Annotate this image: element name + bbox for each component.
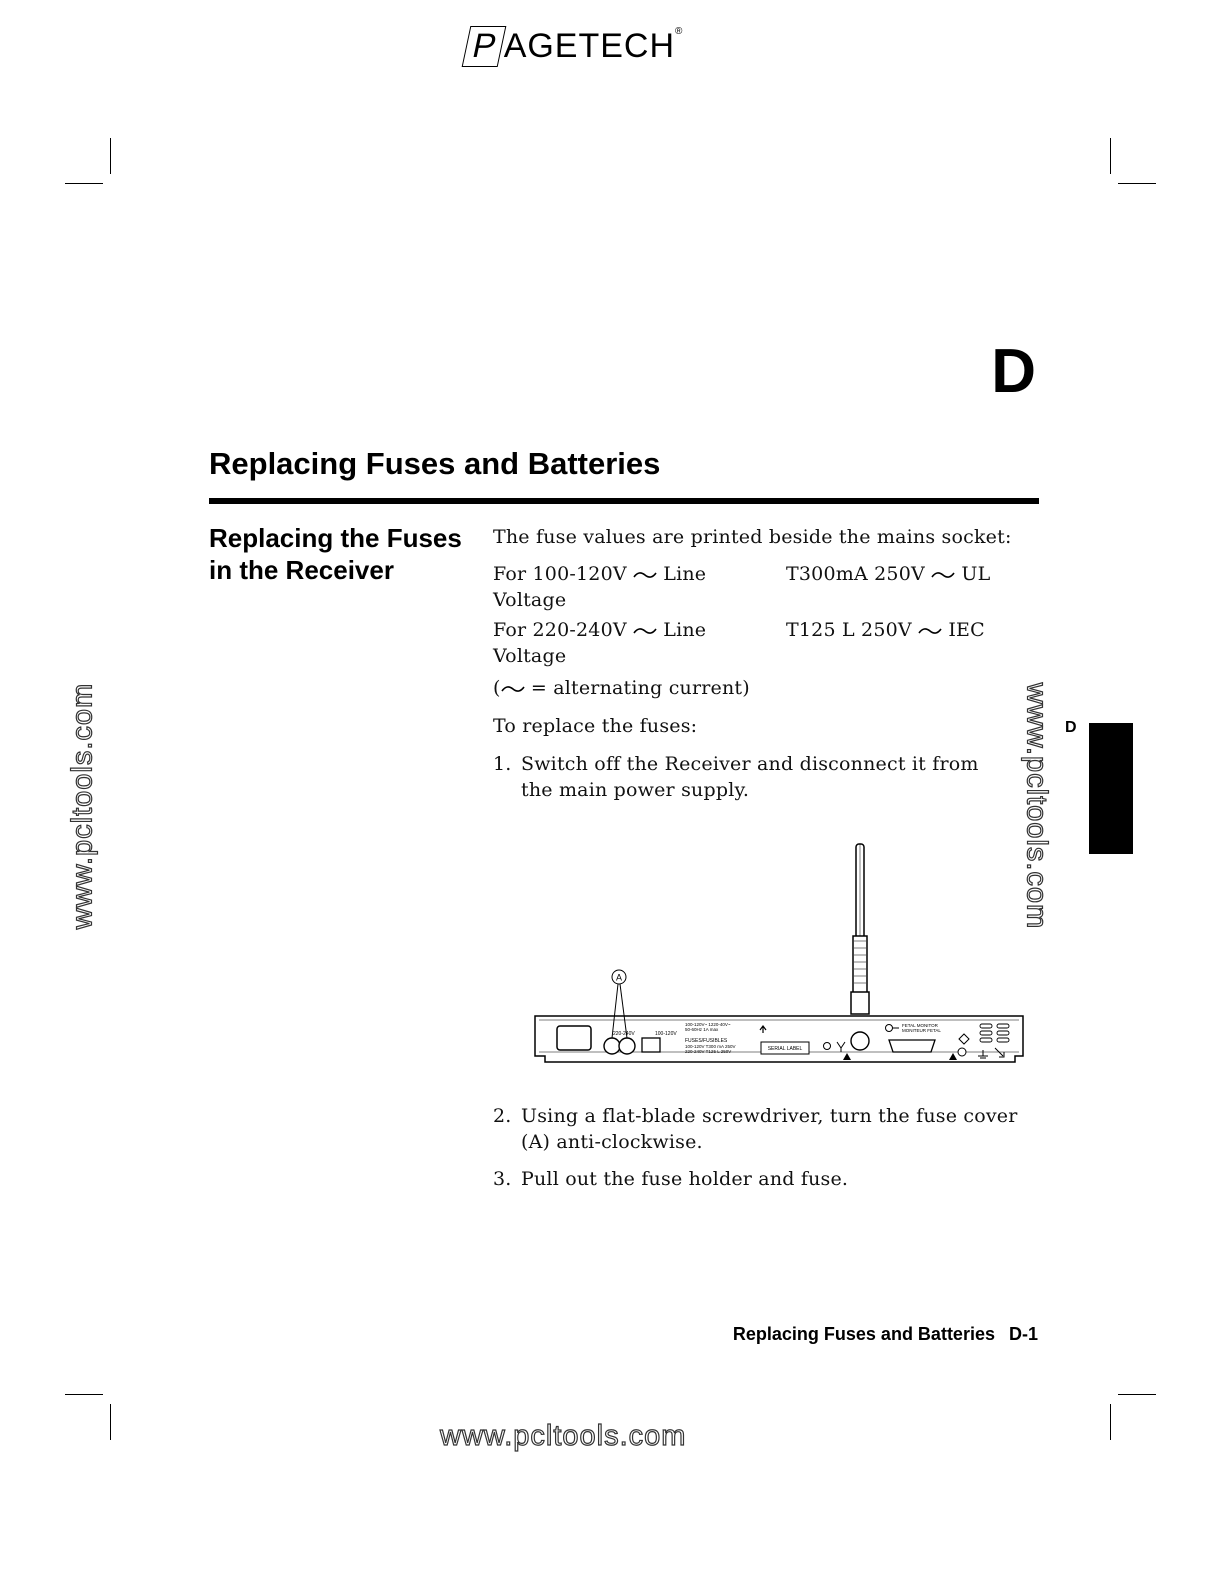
fuse-row-1-rating	[786, 561, 990, 587]
fuse-row-2-rating	[786, 617, 985, 643]
svg-text:A: A	[615, 972, 623, 983]
figure-label-serial: SERIAL LABEL	[767, 1046, 803, 1052]
logo-registered-mark: ®	[675, 26, 684, 37]
intro-paragraph: The fuse values are printed beside the mains socket:	[493, 526, 1012, 548]
fuse-row-1-voltage	[493, 561, 753, 613]
section-heading: Replacing the Fuses in the Receiver	[209, 523, 462, 585]
chapter-title: Replacing Fuses and Batteries	[209, 446, 661, 481]
logo-wordmark: AGETECH	[503, 27, 676, 65]
fuse-row-1-voltage-suffix: Line	[663, 563, 707, 585]
figure-label-voltage-high: 220-240V	[613, 1031, 635, 1037]
figure-label-fuses-title: FUSES/FUSIBLES	[685, 1038, 728, 1044]
fuse-holder-icon	[604, 1038, 620, 1054]
receiver-rear-panel-figure	[525, 836, 1035, 1072]
step-2-text: Using a flat-blade screwdriver, turn the fuse cover (A) anti-clockwise.	[521, 1105, 1018, 1153]
logo-initial: P	[462, 26, 506, 67]
title-rule	[209, 498, 1039, 504]
alternating-current-icon	[633, 570, 657, 580]
fuse-row-2-voltage-prefix: For 220-240V	[493, 619, 627, 641]
voltage-selector-icon	[642, 1038, 660, 1052]
pagetech-logo	[466, 26, 683, 67]
figure-label-monitor-1: FETAL MONITOR	[902, 1023, 938, 1028]
alternating-current-icon	[918, 626, 942, 636]
step-1-text: Switch off the Receiver and disconnect it from the main power supply.	[521, 753, 979, 801]
step-3-text: Pull out the fuse holder and fuse.	[521, 1168, 849, 1190]
crop-mark-top-right-vertical	[1110, 138, 1111, 174]
connector-icon	[824, 1043, 831, 1050]
step-2	[493, 1103, 1038, 1155]
antenna-icon	[851, 844, 869, 1014]
figure-label-rating-2: 50-60Hz 1A max	[685, 1027, 719, 1032]
thumb-tab-bar	[1089, 723, 1133, 854]
watermark-left: www.pcltools.com	[66, 682, 99, 930]
antenna-socket-icon	[851, 1032, 869, 1050]
step-1	[493, 751, 1013, 803]
fuse-row-1-rating-suffix: UL	[961, 563, 991, 585]
crop-mark-top-left-vertical	[110, 138, 111, 174]
fuse-holder-icon	[619, 1038, 635, 1054]
page-footer	[733, 1324, 1038, 1345]
step-2-number: 2.	[493, 1105, 512, 1127]
alternating-current-icon	[501, 684, 525, 694]
chapter-letter: D	[991, 337, 1036, 406]
watermark-right: www.pcltools.com	[1020, 682, 1053, 930]
power-socket-icon	[557, 1026, 591, 1050]
alternating-current-icon	[633, 626, 657, 636]
page-number: D-1	[1008, 1324, 1038, 1344]
ac-legend-text: = alternating current)	[524, 677, 750, 699]
crop-mark-top-right-horizontal	[1118, 183, 1156, 184]
indicator-icon	[958, 1048, 966, 1056]
figure-label-fuse-1: 100-120V T300 mA 250V	[685, 1044, 736, 1049]
fuse-row-1-rating-prefix: T300mA 250V	[786, 563, 925, 585]
fuse-row-2-rating-prefix: T125 L 250V	[786, 619, 912, 641]
figure-label-monitor-2: MONITEUR FETAL	[902, 1028, 941, 1033]
crop-mark-bottom-right-vertical	[1110, 1404, 1111, 1440]
fuse-row-2-voltage-suffix: Line	[663, 619, 707, 641]
fuse-row-2-voltage	[493, 617, 753, 669]
fuse-row-2-rating-suffix: IEC	[948, 619, 985, 641]
crop-mark-bottom-right-horizontal	[1118, 1394, 1156, 1395]
thumb-tab-letter: D	[1065, 719, 1077, 736]
ac-legend-open: (	[493, 677, 501, 699]
key-symbol-icon	[886, 1025, 893, 1032]
dsub-connector-icon	[889, 1040, 935, 1052]
step-3	[493, 1166, 1013, 1192]
watermark-bottom: www.pcltools.com	[440, 1420, 687, 1452]
fuse-row-1-voltage-line2: Voltage	[493, 589, 567, 611]
fuse-row-2-voltage-line2: Voltage	[493, 645, 567, 667]
figure-label-voltage-low: 100-120V	[655, 1031, 677, 1037]
figure-label-rating-1: 100-120V~ 1220-40V~	[685, 1022, 731, 1027]
ac-legend	[493, 675, 750, 701]
to-replace-label: To replace the fuses:	[493, 715, 698, 737]
crop-mark-top-left-horizontal	[65, 183, 103, 184]
alternating-current-icon	[931, 570, 955, 580]
step-3-number: 3.	[493, 1168, 512, 1190]
crop-mark-bottom-left-horizontal	[65, 1394, 103, 1395]
footer-title: Replacing Fuses and Batteries	[732, 1324, 995, 1344]
figure-label-fuse-2: 220-240V T125 L 250V	[685, 1049, 732, 1054]
step-1-number: 1.	[493, 753, 512, 775]
crop-mark-bottom-left-vertical	[110, 1404, 111, 1440]
fuse-row-1-voltage-prefix: For 100-120V	[493, 563, 627, 585]
